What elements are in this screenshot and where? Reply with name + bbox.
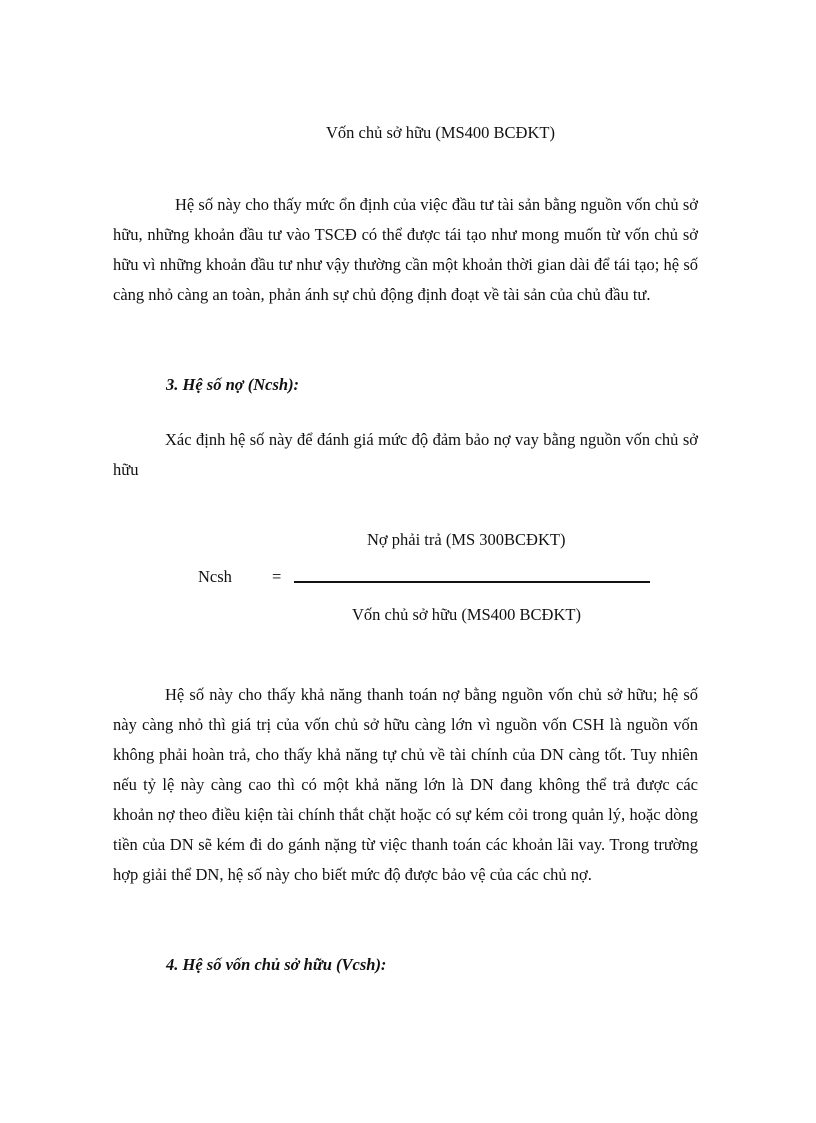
section-3-heading: 3. Hệ số nợ (Ncsh):	[166, 375, 300, 394]
paragraph-1: Hệ số này cho thấy mức ổn định của việc đầu tư tài sản bằng nguồn vốn chủ sở hữu, những khoản đầu tư vào TSCĐ có thể được tái tạo như mong muốn từ vốn chủ sở hữu vì những khoản đầu tư như vậy thường cần một khoản thời gian dài để tái tạo; hệ số càng nhỏ càng an toàn, phản ánh sự chủ động định đoạt về tài sản của chủ đầu tư.	[113, 195, 698, 304]
section-3-explanation: Hệ số này cho thấy khả năng thanh toán nợ bằng nguồn vốn chủ sở hữu; hệ số này càng nhỏ thì giá trị của vốn chủ sở hữu càng lớn vì nguồn vốn CSH là nguồn vốn không phải hoàn trả, cho thấy khả năng tự chủ về tài chính của DN càng tốt. Tuy nhiên nếu tỷ lệ này càng cao thì có một khả năng lớn là DN đang không thể trả được các khoản nợ theo điều kiện tài chính thắt chặt hoặc có sự kém cỏi trong quản lý, hoặc dòng tiền của DN sẽ kém đi do gánh nặng từ việc thanh toán các khoản lãi vay. Trong trường hợp giải thể DN, hệ số này cho biết mức độ được bảo vệ của các chủ nợ.	[113, 685, 698, 884]
formula-numerator: Nợ phải trả (MS 300BCĐKT)	[367, 530, 566, 549]
fraction-line	[294, 581, 650, 583]
section-4-heading: 4. Hệ số vốn chủ sở hữu (Vcsh):	[166, 955, 387, 974]
formula-equals: =	[272, 567, 282, 586]
formula-denominator: Vốn chủ sở hữu (MS400 BCĐKT)	[352, 605, 581, 624]
top-formula-denominator: Vốn chủ sở hữu (MS400 BCĐKT)	[326, 123, 555, 142]
section-3-intro: Xác định hệ số này để đánh giá mức độ đảm bảo nợ vay bằng nguồn vốn chủ sở hữu	[113, 430, 698, 479]
formula-label: Ncsh	[198, 567, 232, 586]
